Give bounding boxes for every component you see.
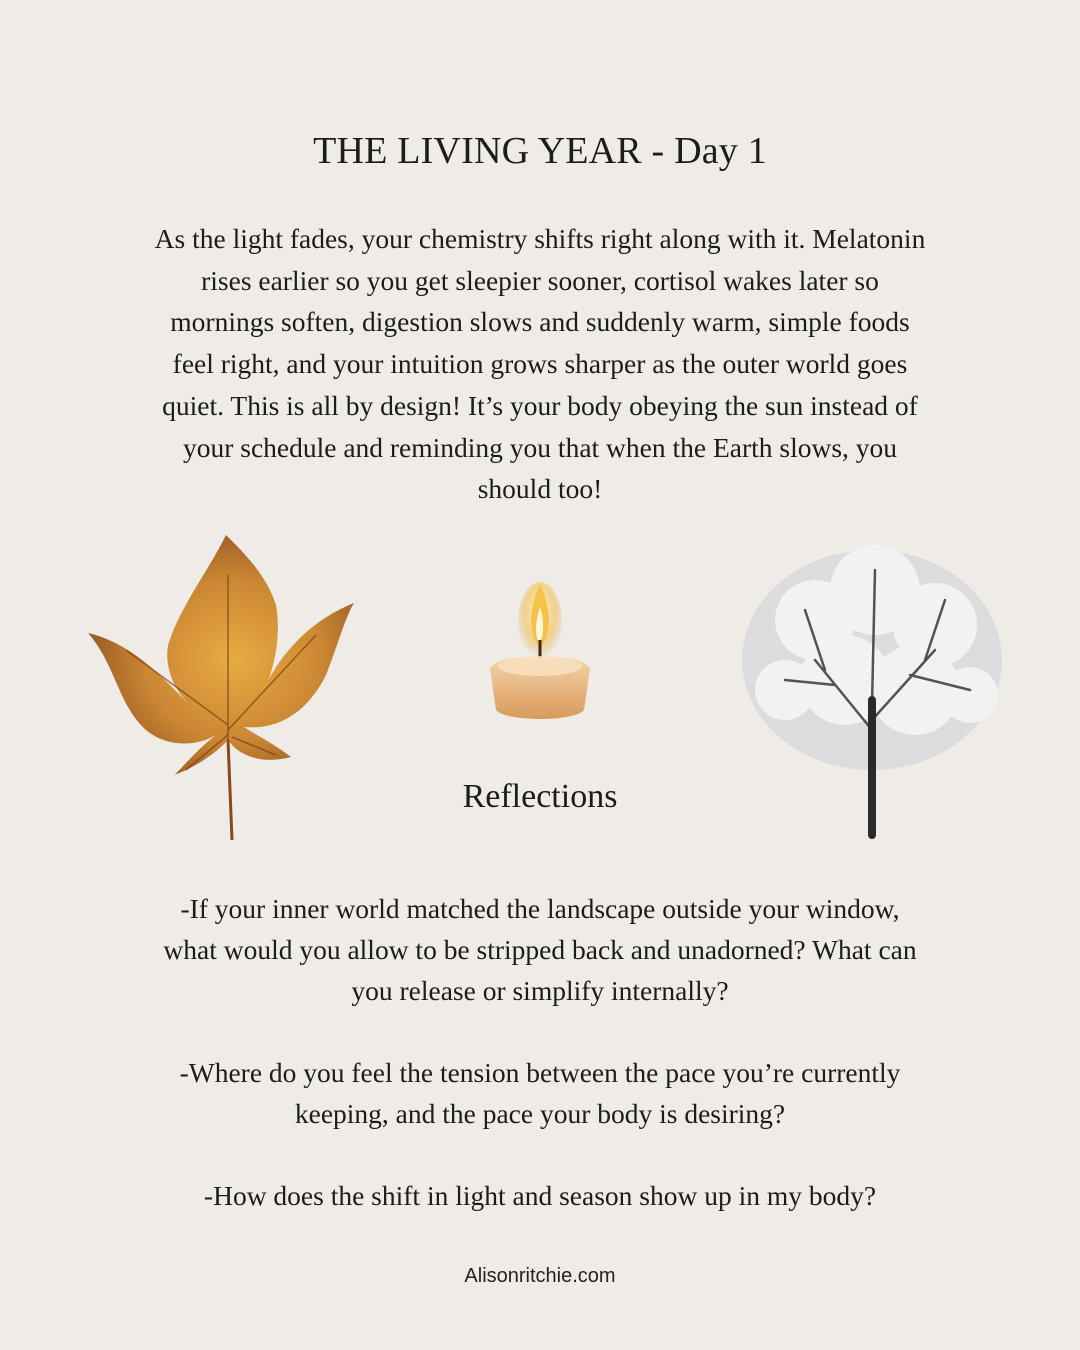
prompt-line: you release or simplify internally? [351, 975, 729, 1006]
reflection-prompts [100, 888, 980, 1216]
reflection-prompt [100, 1175, 980, 1216]
prompt-line: -How does the shift in light and season show up in my body? [203, 1180, 877, 1211]
intro-line: As the light fades, your chemistry shifts right along with it. Melatonin [154, 223, 926, 254]
prompt-line: what would you allow to be stripped back and unadorned? What can [163, 934, 917, 965]
intro-line: your schedule and reminding you that when the Earth slows, you [182, 431, 898, 463]
prompt-line: keeping, and the pace your body is desiring? [294, 1098, 786, 1129]
prompt-line: -If your inner world matched the landscape outside your window, [180, 893, 900, 924]
intro-paragraph [88, 218, 992, 510]
intro-line: should too! [477, 473, 603, 505]
prompt-line: -Where do you feel the tension between the pace you’re currently [179, 1057, 901, 1088]
website-footer: Alisonritchie.com [464, 1265, 616, 1287]
reflection-prompt [100, 1052, 980, 1134]
candle-emoji [484, 582, 596, 724]
intro-line: feel right, and your intuition grows sharper as the outer world goes [172, 348, 908, 380]
intro-line: rises earlier so you get sleepier sooner, cortisol wakes later so [201, 264, 879, 296]
intro-line: mornings soften, digestion slows and suddenly warm, simple foods [170, 306, 910, 338]
intro-line: quiet. This is all by design! It’s your body obeying the sun instead of [162, 389, 918, 421]
reflections-heading: Reflections [462, 778, 618, 815]
page-title: THE LIVING YEAR - Day 1 [313, 130, 767, 172]
reflection-prompt [100, 888, 980, 1011]
